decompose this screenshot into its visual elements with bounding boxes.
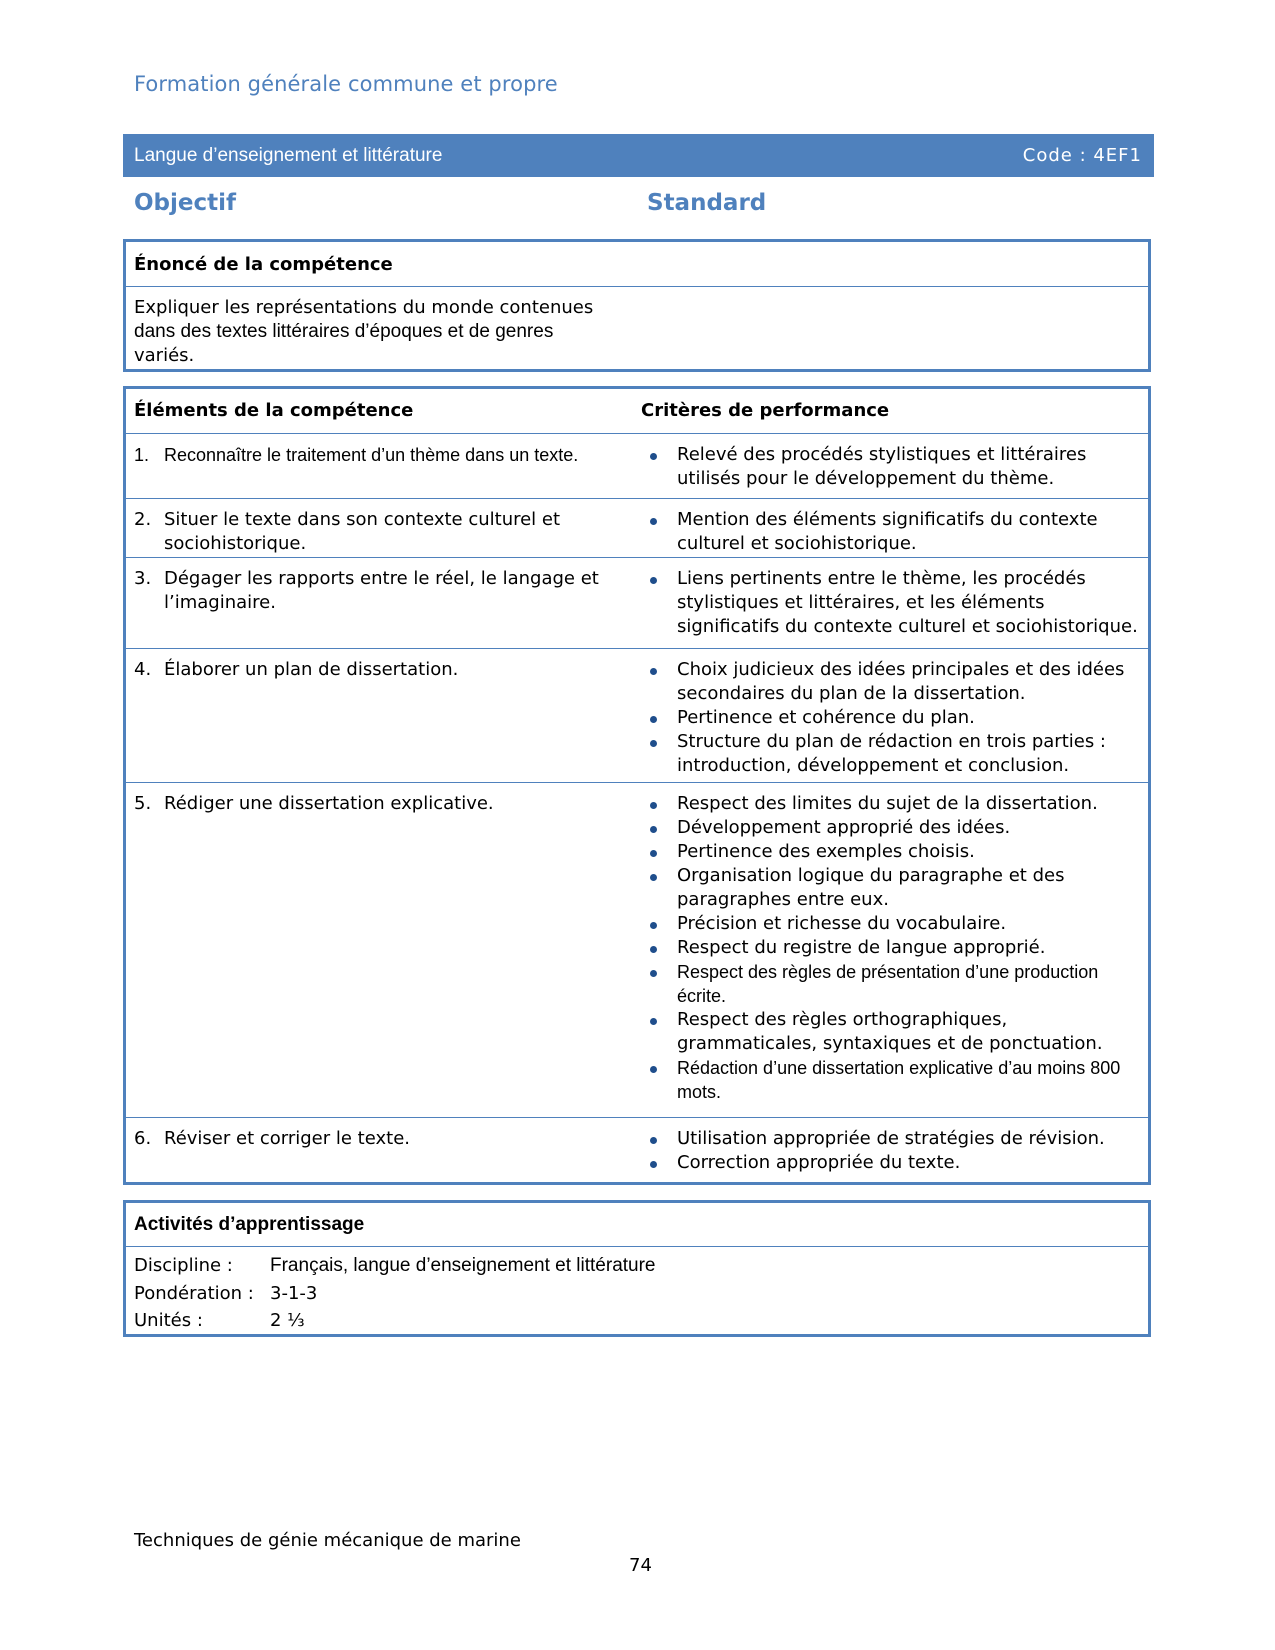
element-number: 5.	[134, 793, 152, 814]
table-row	[126, 499, 1148, 558]
criteria-item	[648, 936, 1138, 960]
criteria-item	[648, 1151, 1138, 1175]
enonce-body	[126, 287, 612, 368]
element-number: 2.	[134, 509, 152, 530]
element-text: Dégager les rapports entre le réel, le langage et l’imaginaire.	[164, 568, 599, 613]
course-name: Langue d’enseignement et littérature	[134, 144, 443, 166]
criteria-list	[648, 567, 1138, 639]
ponderation-label: Pondération :	[134, 1282, 254, 1304]
table-row	[126, 1118, 1148, 1187]
course-header-bar	[123, 134, 1154, 177]
criteria-item	[648, 816, 1138, 840]
criteria-text: Respect du registre de langue approprié.	[677, 937, 1046, 958]
criteria-item	[648, 1008, 1138, 1056]
criteria-text: Respect des limites du sujet de la dissertation.	[677, 793, 1098, 814]
enonce-line: dans des textes littéraires d’époques et de genres	[134, 321, 554, 342]
standard-heading: Standard	[647, 190, 767, 216]
criteria-item	[648, 912, 1138, 936]
element-text: Rédiger une dissertation explicative.	[164, 793, 494, 814]
element-text: Élaborer un plan de dissertation.	[164, 659, 459, 680]
bullet-icon	[650, 850, 657, 857]
criteria-text: Respect des règles de présentation d’une production écrite.	[677, 962, 1099, 1006]
enonce-header: Énoncé de la compétence	[126, 242, 1148, 287]
bullet-icon	[650, 1161, 657, 1168]
element-item	[134, 1127, 604, 1151]
element-number: 3.	[134, 568, 152, 589]
bullet-icon	[650, 970, 657, 977]
criteria-item	[648, 443, 1138, 491]
bullet-icon	[650, 740, 657, 747]
objectif-heading: Objectif	[134, 190, 237, 216]
unites-row	[134, 1307, 1140, 1335]
unites-value: 2 ⅓	[270, 1310, 305, 1331]
bullet-icon	[650, 577, 657, 584]
criteria-text: Mention des éléments significatifs du contexte culturel et sociohistorique.	[677, 509, 1098, 554]
criteria-list	[648, 443, 1138, 491]
table-row	[126, 434, 1148, 499]
table-row	[126, 783, 1148, 1118]
element-item	[134, 658, 604, 682]
activites-info	[126, 1247, 1148, 1335]
criteria-list	[648, 1127, 1138, 1175]
criteria-text: Pertinence des exemples choisis.	[677, 841, 975, 862]
elements-column-header: Éléments de la compétence	[134, 400, 414, 421]
criteria-text: Correction appropriée du texte.	[677, 1152, 961, 1173]
enonce-line: variés.	[134, 345, 195, 366]
bullet-icon	[650, 946, 657, 953]
element-item	[134, 443, 604, 467]
activites-table	[123, 1200, 1151, 1337]
bullet-icon	[650, 518, 657, 525]
table-row	[126, 558, 1148, 649]
criteria-item	[648, 864, 1138, 912]
criteria-text: Liens pertinents entre le thème, les procédés stylistiques et littéraires, et les éléments significatifs du contexte culturel et sociohistorique.	[677, 568, 1138, 637]
criteria-text: Respect des règles orthographiques, grammaticales, syntaxiques et de ponctuation.	[677, 1009, 1103, 1054]
criteria-list	[648, 658, 1138, 778]
bullet-icon	[650, 874, 657, 881]
criteria-list	[648, 792, 1138, 1104]
criteria-list	[648, 508, 1138, 556]
element-item	[134, 567, 604, 615]
ponderation-row	[134, 1280, 1140, 1308]
criteria-text: Organisation logique du paragraphe et des paragraphes entre eux.	[677, 865, 1065, 910]
criteria-text: Structure du plan de rédaction en trois parties : introduction, développement et conclusion.	[677, 731, 1106, 776]
criteria-item	[648, 840, 1138, 864]
footer-program: Techniques de génie mécanique de marine	[134, 1530, 521, 1551]
criteria-item	[648, 508, 1138, 556]
bullet-icon	[650, 1066, 657, 1073]
discipline-label: Discipline :	[134, 1255, 233, 1276]
elements-header-row	[126, 389, 1148, 434]
discipline-value: Français, langue d’enseignement et littérature	[270, 1255, 656, 1276]
bullet-icon	[650, 716, 657, 723]
discipline-row	[134, 1252, 1140, 1280]
criteria-item	[648, 730, 1138, 778]
criteria-item	[648, 960, 1138, 1008]
page-number: 74	[629, 1555, 652, 1576]
criteria-item	[648, 567, 1138, 639]
criteria-text: Utilisation appropriée de stratégies de révision.	[677, 1128, 1105, 1149]
section-title: Formation générale commune et propre	[134, 72, 558, 96]
table-row	[126, 649, 1148, 783]
criteria-text: Relevé des procédés stylistiques et littéraires utilisés pour le développement du thème.	[677, 444, 1087, 489]
enonce-line: Expliquer les représentations du monde contenues	[134, 297, 594, 318]
course-code: Code : 4EF1	[1022, 145, 1142, 166]
bullet-icon	[650, 453, 657, 460]
bullet-icon	[650, 922, 657, 929]
element-number: 1.	[134, 445, 150, 465]
unites-label: Unités :	[134, 1310, 203, 1331]
criteria-item	[648, 1056, 1138, 1104]
criteria-text: Pertinence et cohérence du plan.	[677, 707, 975, 728]
bullet-icon	[650, 1137, 657, 1144]
element-item	[134, 792, 604, 816]
bullet-icon	[650, 802, 657, 809]
element-number: 6.	[134, 1128, 152, 1149]
element-text: Reconnaître le traitement d’un thème dans un texte.	[164, 445, 579, 465]
element-text: Situer le texte dans son contexte culturel et sociohistorique.	[164, 509, 561, 554]
bullet-icon	[650, 1018, 657, 1025]
element-number: 4.	[134, 659, 152, 680]
ponderation-value: 3-1-3	[270, 1282, 318, 1304]
criteria-text: Choix judicieux des idées principales et des idées secondaires du plan de la dissertation.	[677, 659, 1125, 704]
criteres-column-header: Critères de performance	[641, 400, 890, 421]
elements-table	[123, 386, 1151, 1185]
criteria-text: Précision et richesse du vocabulaire.	[677, 913, 1007, 934]
criteria-text: Rédaction d’une dissertation explicative d’au moins 800 mots.	[677, 1058, 1121, 1102]
element-item	[134, 508, 604, 556]
bullet-icon	[650, 668, 657, 675]
criteria-item	[648, 792, 1138, 816]
column-headings	[134, 190, 1134, 224]
criteria-text: Développement approprié des idées.	[677, 817, 1011, 838]
element-text: Réviser et corriger le texte.	[164, 1128, 410, 1149]
bullet-icon	[650, 826, 657, 833]
activites-header: Activités d’apprentissage	[126, 1203, 1148, 1247]
criteria-item	[648, 706, 1138, 730]
enonce-table	[123, 239, 1151, 372]
criteria-item	[648, 658, 1138, 706]
criteria-item	[648, 1127, 1138, 1151]
